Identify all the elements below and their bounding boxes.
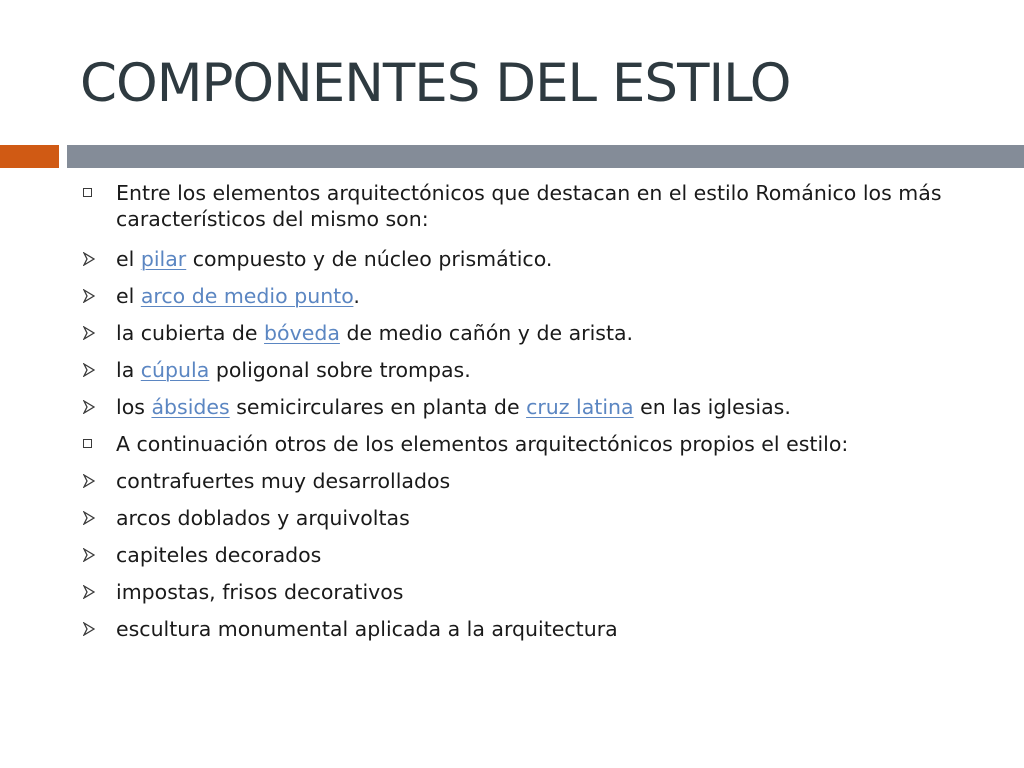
item-text: capiteles decorados <box>116 543 322 567</box>
arrow-bullet-icon <box>83 289 95 303</box>
list-item <box>80 180 980 232</box>
list-item <box>80 320 980 346</box>
accent-bar <box>0 145 59 168</box>
link-pilar[interactable]: pilar <box>140 247 187 271</box>
bullet-list <box>80 180 980 653</box>
item-text: de medio cañón y de arista. <box>339 321 634 345</box>
arrow-bullet-icon <box>83 585 95 599</box>
list-item <box>80 431 980 457</box>
list-item <box>80 542 980 568</box>
item-text: los <box>116 395 152 419</box>
item-text: la <box>116 358 141 382</box>
item-text: impostas, frisos decorativos <box>116 580 404 604</box>
link-ábsides[interactable]: ábsides <box>151 395 230 419</box>
list-item <box>80 246 980 272</box>
square-bullet-icon <box>83 439 92 448</box>
slide-title: COMPONENTES DEL ESTILO <box>80 53 791 114</box>
list-item <box>80 283 980 309</box>
arrow-bullet-icon <box>83 363 95 377</box>
link-arco-de-medio-punto[interactable]: arco de medio punto <box>140 284 354 308</box>
item-text: arcos doblados y arquivoltas <box>116 506 410 530</box>
item-text: el <box>116 247 141 271</box>
list-item <box>80 394 980 420</box>
arrow-bullet-icon <box>83 252 95 266</box>
item-text: . <box>353 284 360 308</box>
item-text: en las iglesias. <box>633 395 791 419</box>
link-cruz-latina[interactable]: cruz latina <box>526 395 634 419</box>
item-text: A continuación otros de los elementos arquitectónicos propios el estilo: <box>116 432 849 456</box>
item-text: semicirculares en planta de <box>229 395 527 419</box>
item-text: Entre los elementos arquitectónicos que destacan en el estilo Románico los más característicos del mismo son: <box>116 181 942 231</box>
item-text: escultura monumental aplicada a la arquitectura <box>116 617 618 641</box>
arrow-bullet-icon <box>83 511 95 525</box>
arrow-bullet-icon <box>83 474 95 488</box>
list-item <box>80 616 980 642</box>
item-text: compuesto y de núcleo prismático. <box>186 247 553 271</box>
item-text: contrafuertes muy desarrollados <box>116 469 451 493</box>
item-text: poligonal sobre trompas. <box>209 358 471 382</box>
square-bullet-icon <box>83 188 92 197</box>
title-underline-bar <box>67 145 1024 168</box>
arrow-bullet-icon <box>83 622 95 636</box>
arrow-bullet-icon <box>83 326 95 340</box>
list-item <box>80 468 980 494</box>
link-bóveda[interactable]: bóveda <box>264 321 340 345</box>
arrow-bullet-icon <box>83 400 95 414</box>
list-item <box>80 579 980 605</box>
list-item <box>80 357 980 383</box>
link-cúpula[interactable]: cúpula <box>140 358 210 382</box>
item-text: el <box>116 284 141 308</box>
arrow-bullet-icon <box>83 548 95 562</box>
item-text: la cubierta de <box>116 321 265 345</box>
list-item <box>80 505 980 531</box>
